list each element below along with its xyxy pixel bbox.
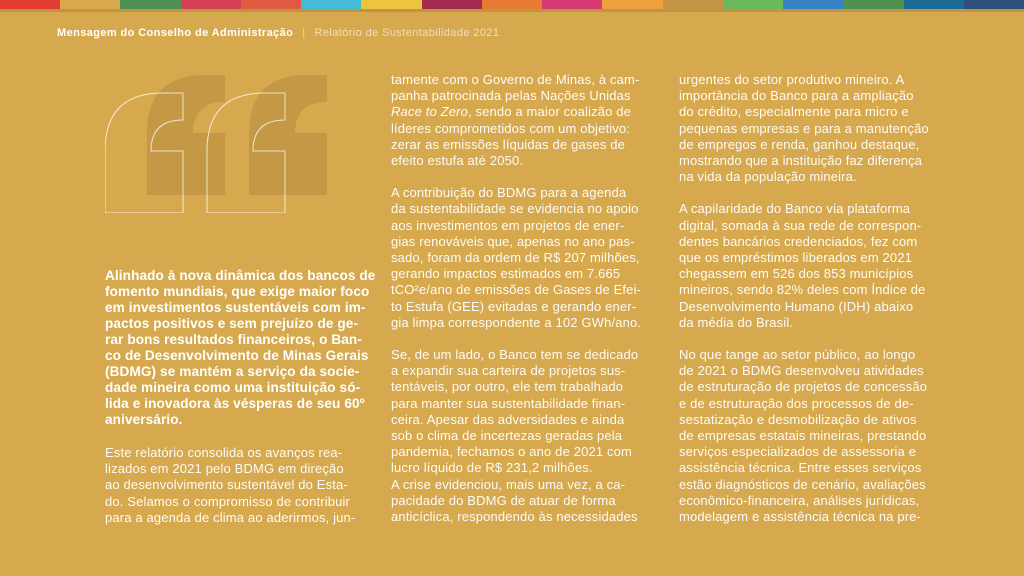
- text-line: sado, foram da ordem de R$ 207 milhões,: [391, 250, 640, 266]
- text-line: do crédito, especialmente para micro e: [679, 104, 909, 120]
- text-line: gerando impactos estimados em 7.665: [391, 266, 621, 282]
- text-line: Se, de um lado, o Banco tem se dedicado: [391, 347, 639, 363]
- text-line: da sustentabilidade se evidencia no apoio: [391, 201, 639, 217]
- text-line: sestatização e desmobilização de ativos: [679, 411, 917, 427]
- body-paragraph: [679, 72, 935, 185]
- stripe-shadow: [0, 9, 1024, 12]
- text-line: aos investimentos em projetos de ener-: [391, 217, 625, 233]
- text-line: de 2021 o BDMG desenvolveu atividades: [679, 363, 924, 379]
- text-line: pequenas empresas e para a manutenção: [679, 120, 929, 136]
- body-paragraph: [679, 347, 935, 525]
- text-line: de empregos e renda, ganhou destaque,: [679, 136, 920, 152]
- text-line: panha patrocinada pelas Nações Unidas: [391, 88, 631, 104]
- text-line: importância do Banco para a ampliação: [679, 88, 914, 104]
- breadcrumb-separator: |: [302, 27, 306, 39]
- text-line: lizados em 2021 pelo BDMG em direção: [105, 461, 344, 477]
- sdg-stripe-segment: [783, 0, 843, 9]
- text-line: tamente com o Governo de Minas, à cam-: [391, 72, 640, 87]
- sdg-stripe-segment: [482, 0, 542, 9]
- text-line: rar bons resultados financeiros, o Ban-: [105, 332, 362, 347]
- text-line: ao desenvolvimento sustentável do Esta-: [105, 477, 348, 493]
- right-text-column: [679, 72, 935, 541]
- sdg-stripe-segment: [0, 0, 60, 9]
- text-line: to Estufa (GEE) evitadas e gerando ener-: [391, 298, 637, 314]
- text-line: serviços especializados de assessoria e: [679, 444, 917, 460]
- middle-text-column: [391, 72, 647, 541]
- text-line: para a agenda de clima ao aderirmos, jun-: [105, 509, 356, 525]
- text-line: sob o clima de incertezas geradas pela: [391, 428, 623, 444]
- report-title: Relatório de Sustentabilidade 2021: [314, 27, 500, 39]
- body-paragraph: [391, 72, 647, 169]
- intro-paragraph: [105, 268, 376, 428]
- text-line: lucro líquido de R$ 231,2 milhões.: [391, 460, 593, 476]
- text-line: de estruturação de projetos de concessão: [679, 379, 928, 395]
- text-line: pandemia, fechamos o ano de 2021 com: [391, 444, 632, 460]
- text-line: mostrando que a instituição faz diferença: [679, 153, 923, 169]
- section-title: Mensagem do Conselho de Administração: [57, 27, 294, 39]
- text-line: pactos positivos e sem prejuízo de ge-: [105, 316, 359, 331]
- text-line: ceira. Apesar das adversidades e ainda: [391, 411, 625, 427]
- left-text-column: [105, 268, 376, 542]
- sdg-stripe-segment: [904, 0, 964, 9]
- text-line: que os empréstimos liberados em 2021: [679, 250, 913, 266]
- text-line: assistência técnica. Entre esses serviços: [679, 460, 922, 476]
- text-line: efeito estufa até 2050.: [391, 153, 524, 169]
- text-line: gias renováveis que, apenas no ano pas-: [391, 233, 635, 249]
- text-line: tCO²e/ano de emissões de Gases de Efei-: [391, 282, 642, 298]
- text-line: (BDMG) se mantém a serviço da socie-: [105, 364, 360, 379]
- text-line: zerar as emissões líquidas de gases de: [391, 136, 626, 152]
- sdg-stripe-segment: [723, 0, 783, 9]
- text-line: dade mineira como uma instituição só-: [105, 380, 361, 395]
- text-line: a expandir sua carteira de projetos sus-: [391, 363, 626, 379]
- text-line: fomento mundiais, que exige maior foco: [105, 284, 370, 299]
- text-line: e de estruturação dos processos de de-: [679, 395, 914, 411]
- text-line: econômico-financeira, análises jurídicas,: [679, 492, 920, 508]
- text-line: anticíclica, respondendo às necessidades: [391, 509, 638, 525]
- text-line: dentes bancários credenciados, fez com: [679, 233, 918, 249]
- text-line: gia limpa correspondente a 102 GWh/ano.: [391, 314, 642, 330]
- text-line: aniversário.: [105, 412, 183, 427]
- text-line: estão diagnósticos de cenário, avaliações: [679, 476, 926, 492]
- sdg-stripe-segment: [843, 0, 903, 9]
- sdg-stripe-segment: [964, 0, 1024, 9]
- text-line: urgentes do setor produtivo mineiro. A: [679, 72, 905, 87]
- text-line: co de Desenvolvimento de Minas Gerais: [105, 348, 369, 363]
- text-line: Race to Zero, sendo a maior coalizão de: [391, 104, 631, 120]
- text-line: A capilaridade do Banco via plataforma: [679, 201, 911, 217]
- text-line: do. Selamos o compromisso de contribuir: [105, 493, 351, 509]
- text-line: Desenvolvimento Humano (IDH) abaixo: [679, 298, 914, 314]
- sdg-stripe-segment: [663, 0, 723, 9]
- sdg-stripe-segment: [301, 0, 361, 9]
- text-line: modelagem e assistência técnica na pre-: [679, 509, 922, 525]
- sdg-stripe-segment: [120, 0, 180, 9]
- text-line: Alinhado à nova dinâmica dos bancos de: [105, 268, 376, 283]
- text-line: para manter sua sustentabilidade finan-: [391, 395, 626, 411]
- body-paragraph: [391, 347, 647, 525]
- body-paragraph: [679, 201, 935, 331]
- sdg-stripe-segment: [60, 0, 120, 9]
- sdg-stripe-segment: [181, 0, 241, 9]
- sdg-stripe-segment: [602, 0, 662, 9]
- body-paragraph: [105, 445, 361, 526]
- text-line: A crise evidenciou, mais uma vez, a ca-: [391, 476, 626, 492]
- text-line: na vida da população mineira.: [679, 169, 857, 185]
- body-paragraph: [391, 185, 647, 331]
- text-line: lida e inovadora às vésperas de seu 60º: [105, 396, 365, 411]
- sdg-stripe-segment: [361, 0, 421, 9]
- text-line: Este relatório consolida os avanços rea-: [105, 445, 343, 460]
- text-line: mineiros, sendo 82% deles com Índice de: [679, 282, 926, 298]
- text-line: de empresas estatais mineiras, prestando: [679, 428, 927, 444]
- sdg-stripe-segment: [422, 0, 482, 9]
- sdg-stripe: [0, 0, 1024, 9]
- text-line: pacidade do BDMG de atuar de forma: [391, 492, 616, 508]
- text-line: No que tange ao setor público, ao longo: [679, 347, 916, 363]
- text-line: A contribuição do BDMG para a agenda: [391, 185, 627, 201]
- text-line: chegassem em 526 dos 853 municípios: [679, 266, 914, 282]
- sdg-stripe-segment: [241, 0, 301, 9]
- text-line: digital, somada à sua rede de correspon-: [679, 217, 922, 233]
- text-line: tentáveis, por outro, ele tem trabalhado: [391, 379, 624, 395]
- italic-text: Race to Zero: [391, 104, 468, 120]
- text-line: líderes comprometidos com um objetivo:: [391, 120, 631, 136]
- double-quote-icon: [105, 75, 327, 213]
- breadcrumb: [57, 27, 499, 39]
- sdg-stripe-segment: [542, 0, 602, 9]
- text-line: em investimentos sustentáveis com im-: [105, 300, 366, 315]
- text-line: da média do Brasil.: [679, 314, 794, 330]
